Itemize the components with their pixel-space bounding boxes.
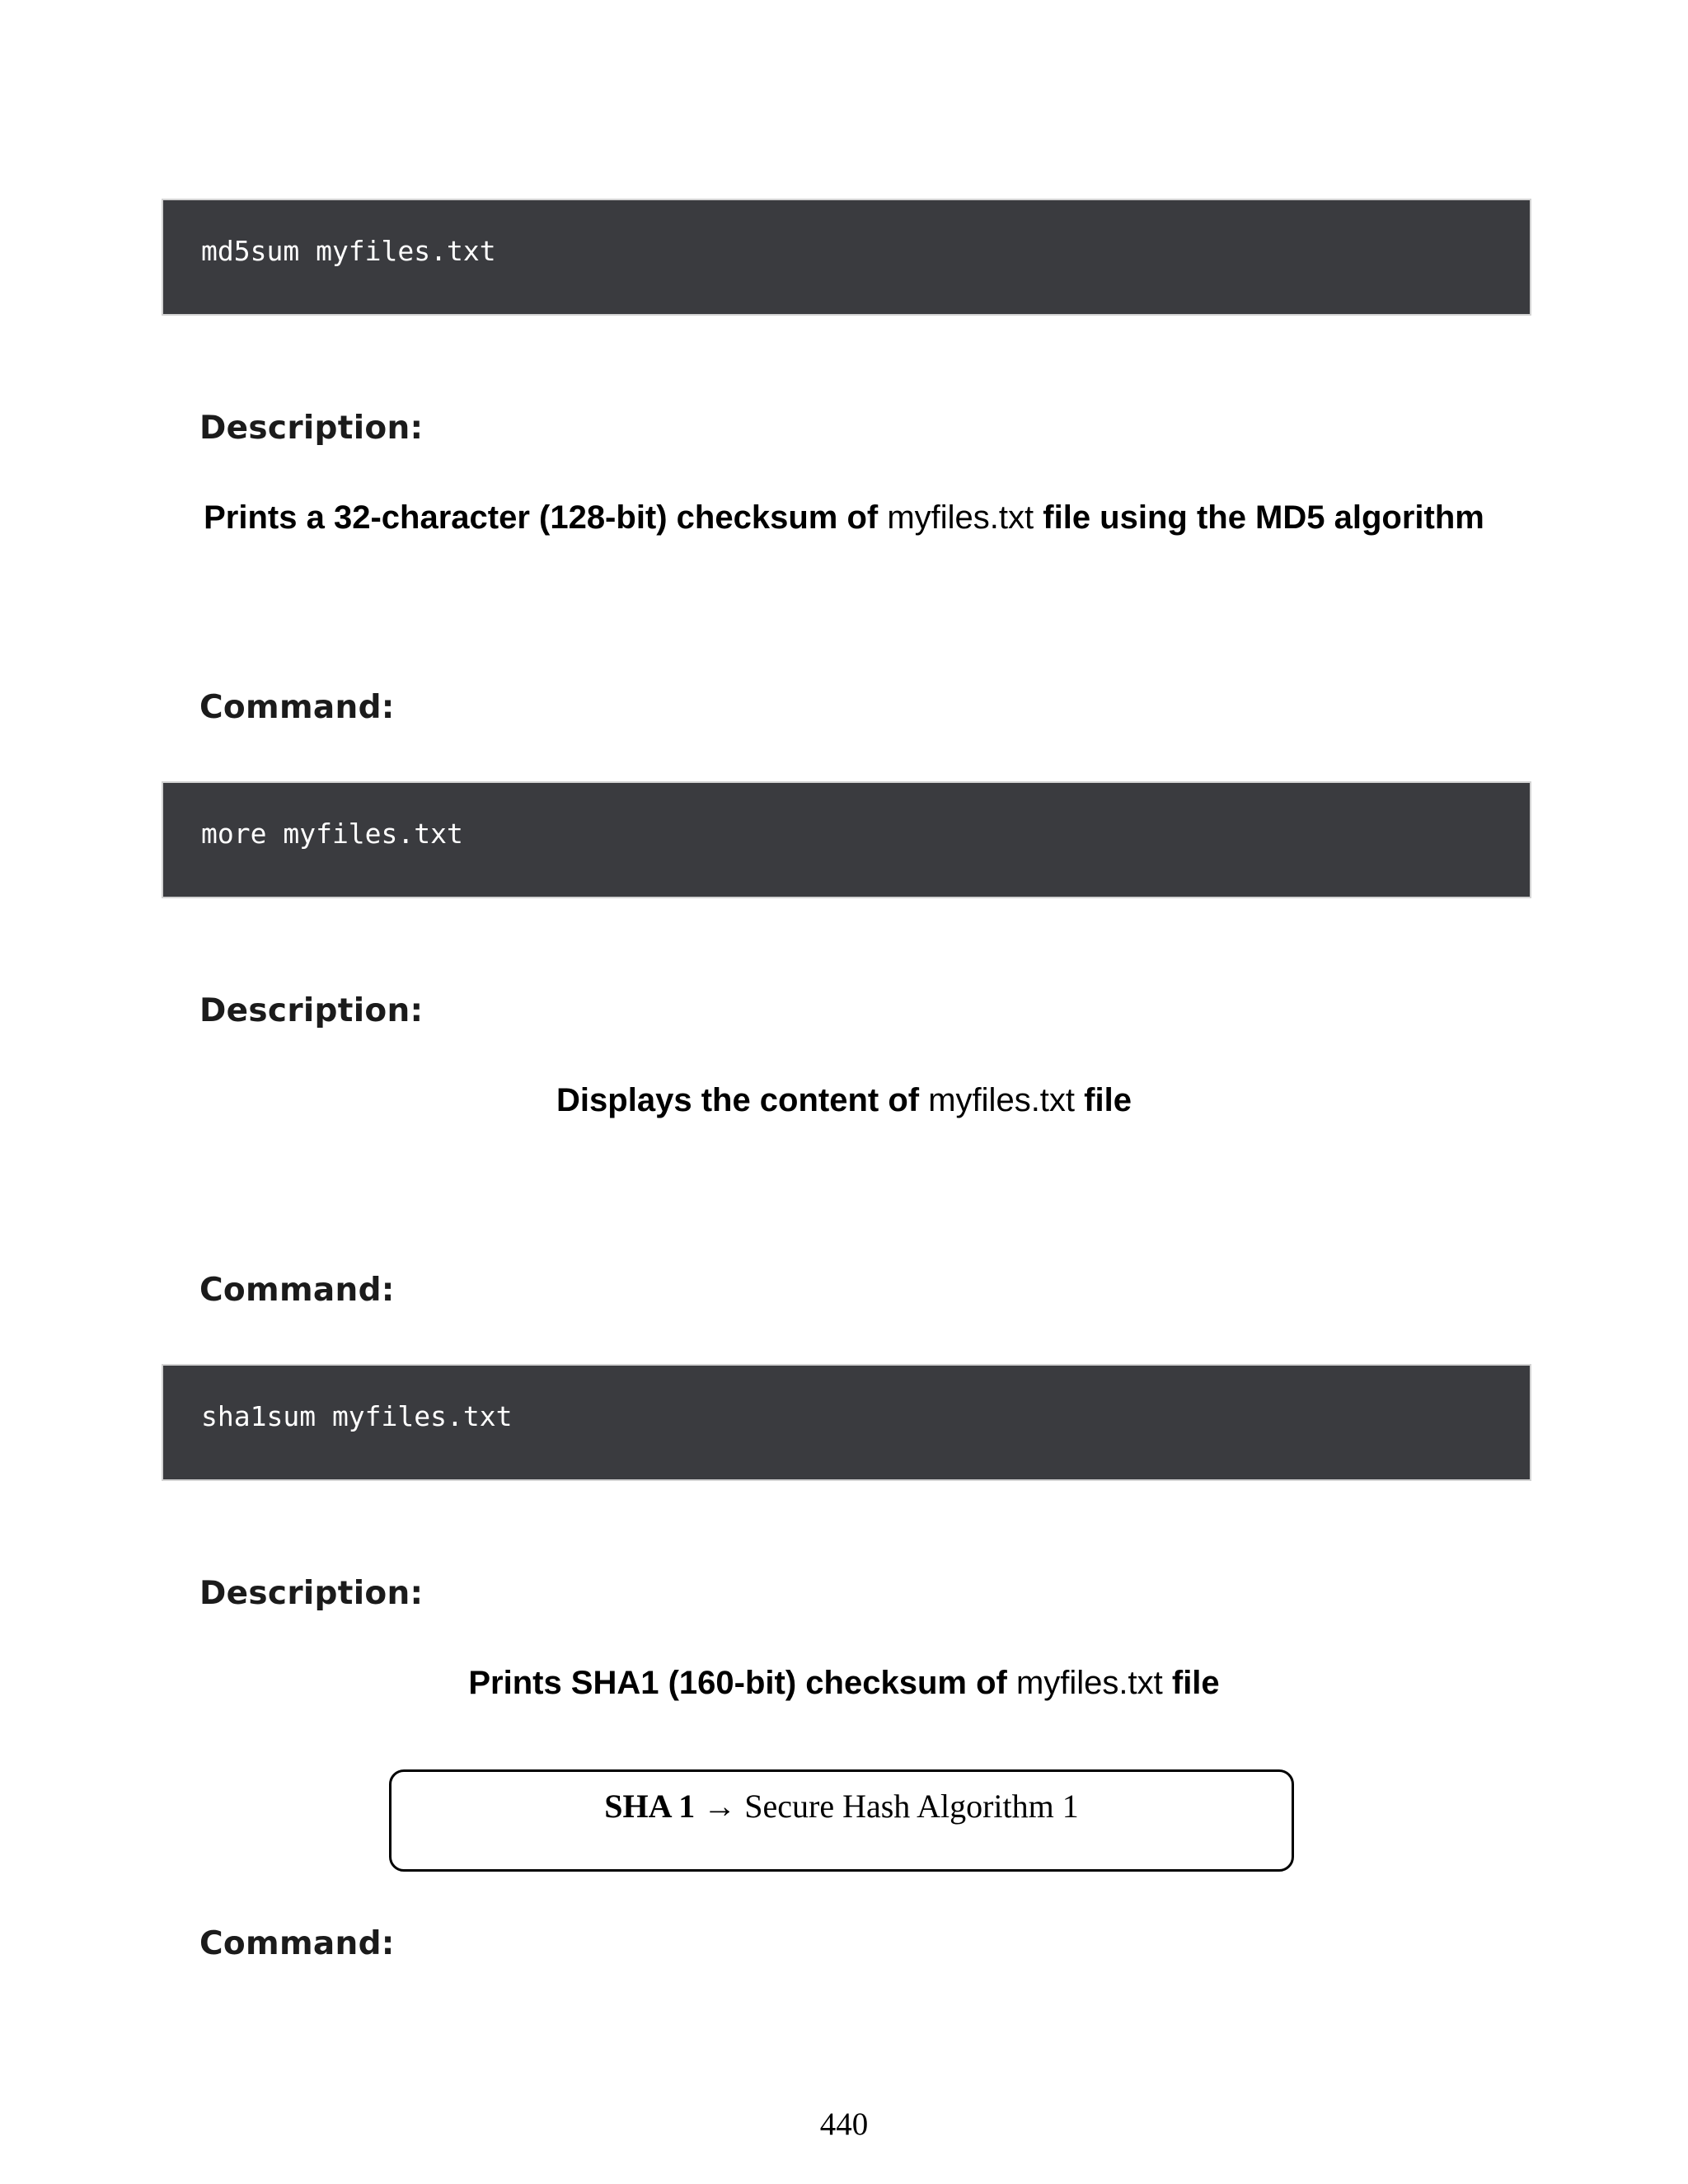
description-text: Displays the content of myfiles.txt file <box>556 1082 1132 1118</box>
code-block-sha1sum <box>162 1364 1531 1481</box>
file-name: myfiles.txt <box>887 499 1034 536</box>
arrow-icon: → <box>703 1788 737 1825</box>
command-heading: Command: <box>199 689 395 726</box>
file-name: myfiles.txt <box>928 1082 1076 1118</box>
command-heading: Command: <box>199 1272 395 1309</box>
page-number: 440 <box>819 2107 869 2142</box>
file-name: myfiles.txt <box>1015 1665 1163 1701</box>
note-box <box>389 1769 1294 1872</box>
command-heading: Command: <box>199 1925 395 1962</box>
command-text: more myfiles.txt <box>201 818 463 850</box>
note-term: SHA 1 <box>604 1788 696 1825</box>
note-expansion: Secure Hash Algorithm 1 <box>744 1788 1079 1825</box>
description-text: Prints a 32-character (128-bit) checksum of myfiles.txt file using the MD5 algorithm <box>204 499 1484 536</box>
description-text: Prints SHA1 (160-bit) checksum of myfiles.txt file <box>468 1665 1220 1701</box>
description-heading: Description: <box>199 992 424 1029</box>
description-heading: Description: <box>199 410 424 447</box>
code-block-md5sum <box>162 199 1531 316</box>
description-heading: Description: <box>199 1575 424 1612</box>
code-block-more <box>162 781 1531 898</box>
command-text: md5sum myfiles.txt <box>201 235 496 267</box>
command-text: sha1sum myfiles.txt <box>201 1400 513 1432</box>
